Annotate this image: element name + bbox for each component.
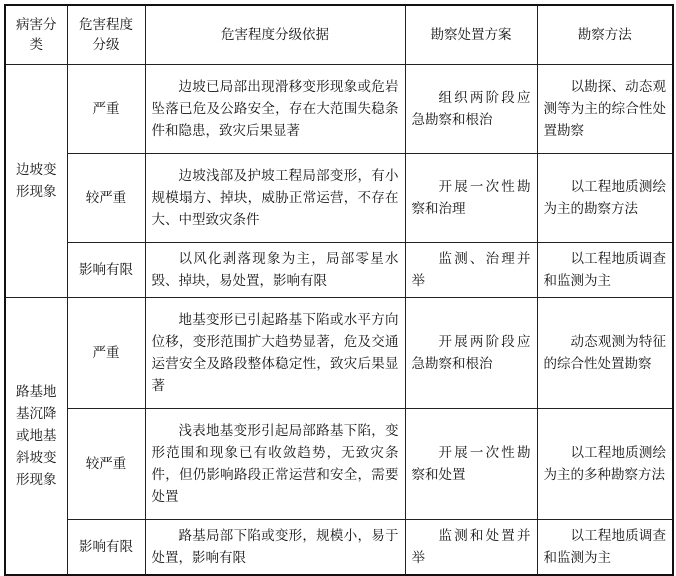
- level-cell: 较严重: [67, 409, 145, 520]
- method-cell: 以工程地质调查和监测为主: [537, 243, 673, 298]
- category-cell: 边坡变形现象: [5, 65, 67, 298]
- table-row: [5, 243, 673, 298]
- plan-cell: 监测、治理并举: [405, 243, 537, 298]
- basis-cell: 地基变形已引起路基下陷或水平方向位移，变形范围扩大趋势显著，危及交通运营安全及路段整体稳定性，致灾后果显著: [145, 298, 405, 409]
- header-basis: 危害程度分级依据: [145, 5, 405, 65]
- plan-cell: 组织两阶段应急勘察和根治: [405, 65, 537, 154]
- header-method: 勘察方法: [537, 5, 673, 65]
- table-row: [5, 154, 673, 243]
- basis-cell: 边坡浅部及护坡工程局部变形，有小规模塌方、掉块，威胁正常运营，不存在大、中型致灾条件: [145, 154, 405, 243]
- table-container: [4, 4, 674, 576]
- table-row: [5, 65, 673, 154]
- plan-cell: 监测和处置并举: [405, 520, 537, 576]
- table-row: [5, 298, 673, 409]
- method-cell: 以工程地质测绘为主的多种勘察方法: [537, 409, 673, 520]
- header-level: 危害程度分级: [67, 5, 145, 65]
- method-cell: 以工程地质测绘为主的勘察方法: [537, 154, 673, 243]
- method-cell: 以勘探、动态观测等为主的综合性处置勘察: [537, 65, 673, 154]
- basis-cell: 边坡已局部出现滑移变形现象或危岩坠落已危及公路安全，存在大范围失稳条件和隐患，致灾后果显著: [145, 65, 405, 154]
- level-cell: 影响有限: [67, 243, 145, 298]
- table-row: [5, 520, 673, 576]
- level-cell: 较严重: [67, 154, 145, 243]
- hazard-classification-table: [4, 4, 674, 576]
- method-cell: 动态观测为特征的综合性处置勘察: [537, 298, 673, 409]
- basis-cell: 浅表地基变形引起局部路基下陷，变形范围和现象已有收敛趋势，无致灾条件，但仍影响路段正常运营和安全，需要处置: [145, 409, 405, 520]
- plan-cell: 开展两阶段应急勘察和根治: [405, 298, 537, 409]
- category-cell: 路基地基沉降或地基斜坡变形现象: [5, 298, 67, 576]
- level-cell: 严重: [67, 65, 145, 154]
- basis-cell: 以风化剥落现象为主，局部零星水毁、掉块，易处置，影响有限: [145, 243, 405, 298]
- header-row: [5, 5, 673, 65]
- level-cell: 影响有限: [67, 520, 145, 576]
- plan-cell: 开展一次性勘察和处置: [405, 409, 537, 520]
- header-plan: 勘察处置方案: [405, 5, 537, 65]
- table-row: [5, 409, 673, 520]
- plan-cell: 开展一次性勘察和治理: [405, 154, 537, 243]
- basis-cell: 路基局部下陷或变形，规模小，易于处置，影响有限: [145, 520, 405, 576]
- level-cell: 严重: [67, 298, 145, 409]
- method-cell: 以工程地质调查和监测为主: [537, 520, 673, 576]
- header-category: 病害分类: [5, 5, 67, 65]
